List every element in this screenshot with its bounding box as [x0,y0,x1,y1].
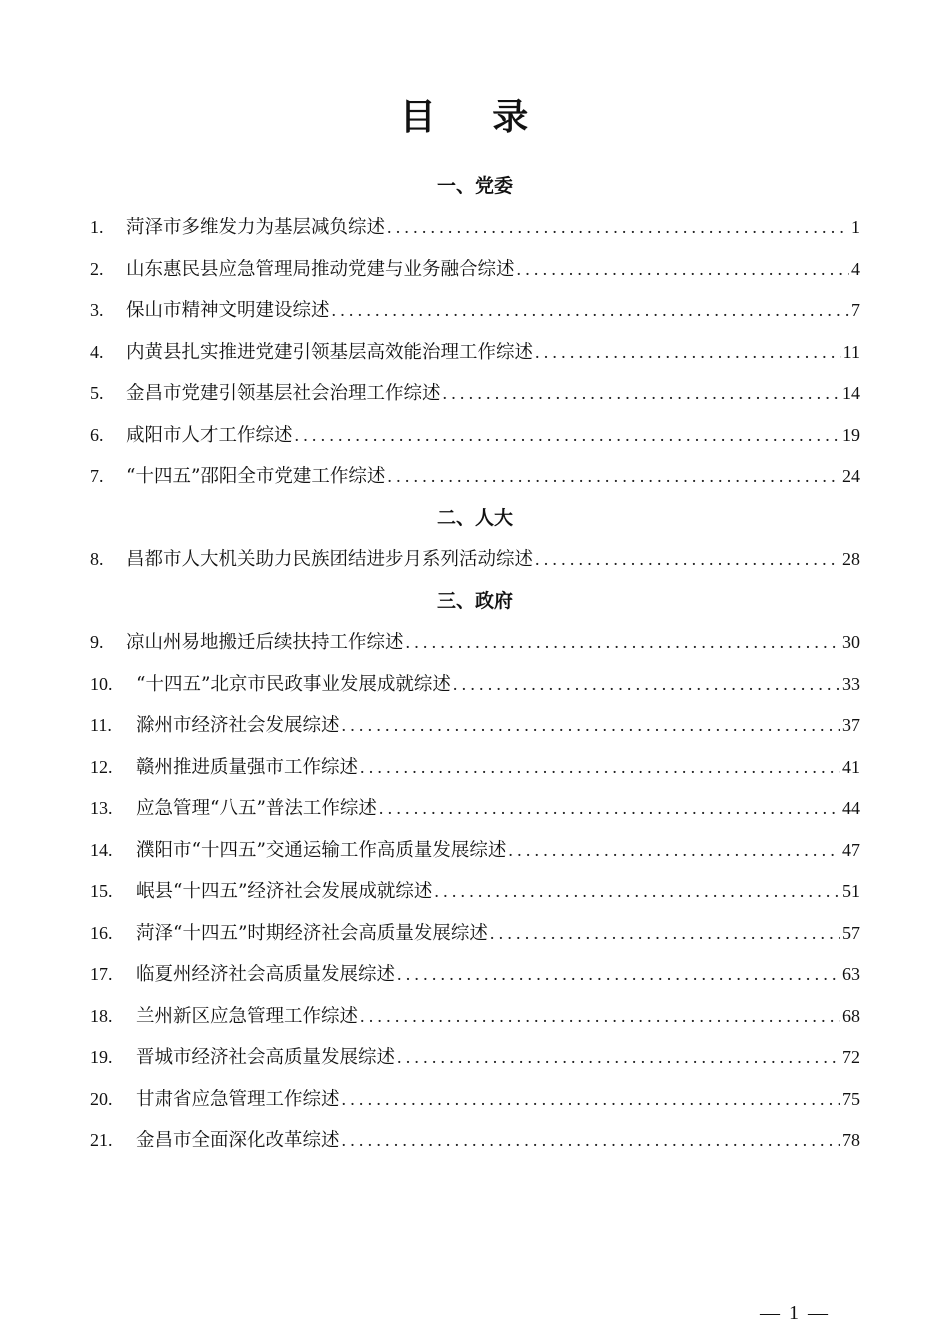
toc-entry[interactable] [90,752,860,782]
toc-entry[interactable] [90,461,860,491]
entry-title: 晋城市经济社会高质量发展综述 [136,1047,396,1068]
toc-entry[interactable] [90,420,860,450]
toc-entry[interactable] [90,1042,860,1072]
dot-leader [490,918,840,948]
dot-leader [443,378,840,408]
dot-leader [508,835,840,865]
entry-page: 14 [842,383,860,403]
dot-leader [295,420,840,450]
entry-number: 21. [90,1130,113,1150]
entry-page: 78 [842,1130,860,1150]
entry-number: 17. [90,964,113,984]
dot-leader [397,959,840,989]
entry-number: 13. [90,798,113,818]
page-number-footer: — 1 — [760,1302,830,1324]
entry-page: 47 [842,840,860,860]
entry-title: 应急管理“八五”普法工作综述 [136,798,377,819]
entry-title: 金昌市党建引领基层社会治理工作综述 [126,383,441,404]
entry-page: 72 [842,1047,860,1067]
toc-entry[interactable] [90,835,860,865]
dot-leader [360,752,840,782]
entry-page: 51 [842,881,860,901]
toc-entry[interactable] [90,876,860,906]
entry-number: 12. [90,757,113,777]
entry-number: 5. [90,383,104,403]
entry-page: 28 [842,549,860,569]
dot-leader [453,669,840,699]
entry-title: 菏泽市多维发力为基层减负综述 [126,217,386,238]
toc-entry[interactable] [90,337,860,367]
entry-title: 凉山州易地搬迁后续扶持工作综述 [126,632,404,653]
toc-entry[interactable] [90,627,860,657]
dot-leader [332,295,849,325]
entry-page: 75 [842,1089,860,1109]
entry-title: 岷县“十四五”经济社会发展成就综述 [136,881,433,902]
toc-entry[interactable] [90,710,860,740]
entry-title: 滁州市经济社会发展综述 [136,715,340,736]
dot-leader [342,1084,840,1114]
entry-title: 咸阳市人才工作综述 [126,425,293,446]
entry-title: 保山市精神文明建设综述 [126,300,330,321]
section-heading-npc: 二、人大 [436,507,513,529]
dot-leader [342,1125,840,1155]
entry-number: 16. [90,923,113,943]
dot-leader [535,544,840,574]
toc-entry[interactable] [90,1125,860,1155]
entry-page: 63 [842,964,860,984]
toc-entry[interactable] [90,793,860,823]
dot-leader [397,1042,840,1072]
dot-leader [387,212,849,242]
entry-number: 4. [90,342,104,362]
entry-number: 9. [90,632,104,652]
entry-page: 30 [842,632,860,652]
entry-page: 33 [842,674,860,694]
entry-page: 19 [842,425,860,445]
entry-number: 11. [90,715,112,735]
entry-number: 8. [90,549,104,569]
toc-entry[interactable] [90,295,860,325]
entry-number: 10. [90,674,113,694]
entry-title: 内黄县扎实推进党建引领基层高效能治理工作综述 [126,342,534,363]
entry-title: 甘肃省应急管理工作综述 [136,1089,340,1110]
entry-page: 11 [842,342,860,362]
toc-entry[interactable] [90,1084,860,1114]
dot-leader [342,710,840,740]
entry-page: 41 [842,757,860,777]
dot-leader [360,1001,840,1031]
entry-title: 临夏州经济社会高质量发展综述 [136,964,396,985]
toc-entry[interactable] [90,1001,860,1031]
dot-leader [387,461,840,491]
entry-title: “十四五”北京市民政事业发展成就综述 [136,674,451,695]
entry-number: 3. [90,300,104,320]
toc-entry[interactable] [90,212,860,242]
entry-page: 44 [842,798,860,818]
entry-number: 18. [90,1006,113,1026]
entry-title: “十四五”邵阳全市党建工作综述 [126,466,386,487]
dot-leader [535,337,841,367]
entry-page: 37 [842,715,860,735]
entry-page: 24 [842,466,860,486]
entry-number: 6. [90,425,104,445]
entry-title: 兰州新区应急管理工作综述 [136,1006,359,1027]
toc-entry[interactable] [90,544,860,574]
entry-page: 1 [851,217,860,237]
entry-title: 金昌市全面深化改革综述 [136,1130,340,1151]
entry-title: 濮阳市“十四五”交通运输工作高质量发展综述 [136,840,507,861]
toc-entry[interactable] [90,254,860,284]
entry-number: 7. [90,466,104,486]
entry-number: 2. [90,259,104,279]
entry-page: 57 [842,923,860,943]
entry-number: 15. [90,881,113,901]
toc-entry[interactable] [90,669,860,699]
entry-number: 14. [90,840,113,860]
toc-entry[interactable] [90,959,860,989]
toc-entry[interactable] [90,378,860,408]
entry-number: 1. [90,217,104,237]
toc-entry[interactable] [90,918,860,948]
section-heading-government: 三、政府 [436,590,513,612]
entry-title: 菏泽“十四五”时期经济社会高质量发展综述 [136,923,488,944]
entry-title: 赣州推进质量强市工作综述 [136,757,359,778]
entry-title: 山东惠民县应急管理局推动党建与业务融合综述 [126,259,515,280]
toc-title: 目 录 [399,96,551,138]
dot-leader [406,627,840,657]
dot-leader [379,793,840,823]
entry-title: 昌都市人大机关助力民族团结进步月系列活动综述 [126,549,534,570]
entry-page: 7 [851,300,860,320]
section-heading-party-committee: 一、党委 [436,175,513,197]
entry-page: 68 [842,1006,860,1026]
entry-number: 20. [90,1089,113,1109]
entry-number: 19. [90,1047,113,1067]
dot-leader [517,254,849,284]
entry-page: 4 [851,259,860,279]
dot-leader [434,876,840,906]
